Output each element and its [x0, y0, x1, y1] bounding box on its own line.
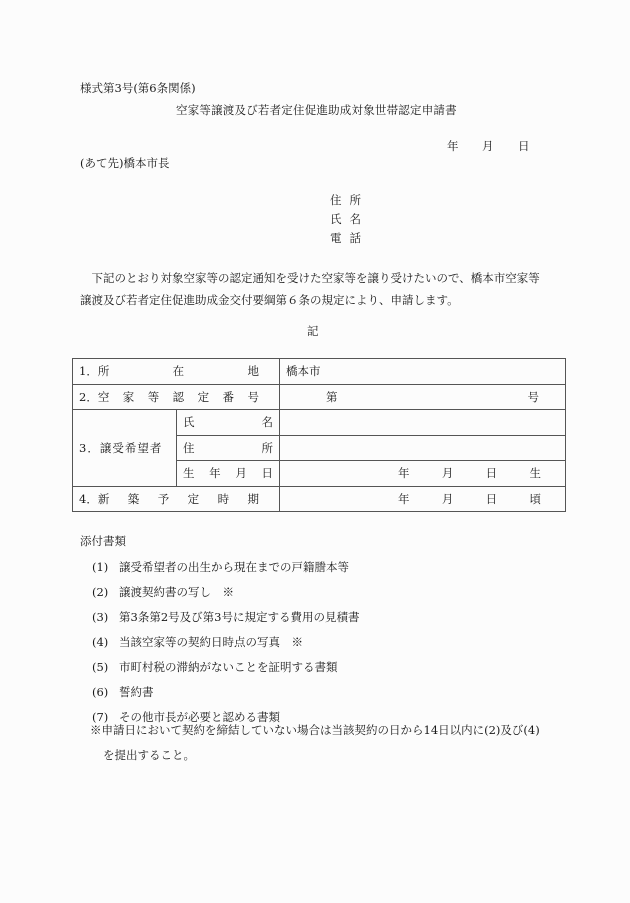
date-part: 頃 [529, 491, 541, 506]
item-number: (4) [92, 635, 109, 649]
item-number: (1) [92, 560, 109, 574]
table-row-construction-schedule [73, 486, 566, 512]
construction-schedule-label [73, 486, 280, 512]
item-text: 誓約書 [119, 685, 154, 699]
item-text: その他市長が必要と認める書類 [119, 710, 280, 724]
applicant-address-label: 住所 [330, 193, 369, 207]
transferee-birthdate-label [177, 461, 280, 487]
date-part: 生 [529, 466, 541, 481]
attachment-item [92, 609, 359, 625]
item-number: (2) [92, 585, 109, 599]
item-number: (7) [92, 710, 109, 724]
location-value-text: 橋本市 [286, 364, 321, 379]
date-part: 年 [398, 466, 410, 481]
label-part: 在 [172, 364, 185, 379]
item-number: (6) [92, 685, 109, 699]
table-row-transferee-name [73, 410, 566, 436]
date-part: 月 [441, 491, 454, 506]
applicant-phone-label: 電話 [330, 231, 369, 245]
label-part: 等 [147, 389, 160, 404]
label-part: 4．新 [79, 491, 110, 506]
label-part: 2．空 [79, 389, 110, 404]
label-part: 家 [122, 389, 135, 404]
certification-number-value[interactable] [280, 384, 566, 410]
item-number: (3) [92, 610, 109, 624]
label-part: 名 [261, 415, 274, 430]
label-part: 定 [187, 491, 200, 506]
transferee-label [73, 410, 177, 487]
label-part: 認 [172, 389, 185, 404]
label-part: 所 [261, 440, 274, 455]
location-label [73, 359, 280, 385]
item-text: 市町村税の滞納がないことを証明する書類 [119, 660, 338, 674]
addressee: (あて先)橋本市長 [80, 156, 170, 170]
item-number: (5) [92, 660, 109, 674]
transferee-address-value[interactable] [280, 435, 566, 461]
item-text: 譲渡契約書の写し ※ [119, 585, 234, 599]
table-row-location [73, 359, 566, 385]
label-part: 1．所 [79, 364, 110, 379]
label-part: 住 [183, 440, 195, 455]
certification-number-label [73, 384, 280, 410]
ki-heading: 記 [307, 324, 319, 338]
label-part: 番 [222, 389, 235, 404]
table-row-certification-number [73, 384, 566, 410]
label-part: 氏 [183, 415, 195, 430]
applicant-name-label: 氏名 [330, 212, 369, 226]
submission-note-line-1: ※申請日において契約を締結していない場合は当該契約の日から14日以内に(2)及び(4) [90, 723, 540, 737]
application-table [72, 358, 566, 512]
date-month: 月 [482, 139, 494, 153]
date-part: 月 [441, 466, 454, 481]
transferee-name-label [177, 410, 280, 436]
number-prefix: 第 [326, 389, 338, 404]
date-year: 年 [447, 139, 459, 153]
label-part: 築 [127, 491, 140, 506]
statement-line-2: 譲渡及び若者定住促進助成金交付要綱第６条の規定により、申請します。 [80, 293, 459, 307]
label-part: 時 [217, 491, 230, 506]
document-title: 空家等譲渡及び若者定住促進助成対象世帯認定申請書 [176, 103, 457, 117]
label-part: 地 [247, 364, 260, 379]
number-suffix: 号 [527, 389, 539, 404]
label-part: 定 [197, 389, 210, 404]
label-part: 号 [247, 389, 259, 404]
date-part: 年 [398, 491, 410, 506]
statement-line-1: 下記のとおり対象空家等の認定通知を受けた空家等を譲り受けたいので、橋本市空家等 [80, 271, 540, 285]
form-number: 様式第3号(第6条関係) [80, 81, 196, 95]
item-text: 第3条第2号及び第3号に規定する費用の見積書 [119, 610, 360, 624]
date-day: 日 [518, 139, 530, 153]
transferee-name-value[interactable] [280, 410, 566, 436]
label-part: 日 [261, 466, 274, 481]
location-value[interactable] [280, 359, 566, 385]
attachment-item [92, 634, 303, 650]
item-text: 譲受希望者の出生から現在までの戸籍謄本等 [119, 560, 349, 574]
submission-note-line-2: を提出すること。 [103, 748, 195, 762]
attachment-item [92, 584, 234, 600]
construction-schedule-value[interactable] [280, 486, 566, 512]
attachments-heading: 添付書類 [80, 534, 126, 548]
attachment-item [92, 659, 338, 675]
application-statement [80, 267, 550, 311]
item-text: 当該空家等の契約日時点の写真 ※ [119, 635, 303, 649]
transferee-address-label [177, 435, 280, 461]
label-part: 年 [209, 466, 221, 481]
label-part: 期 [247, 491, 260, 506]
transferee-label-text: 3．譲受希望者 [79, 440, 163, 455]
label-part: 予 [157, 491, 170, 506]
transferee-birthdate-value[interactable] [280, 461, 566, 487]
date-part: 日 [485, 466, 498, 481]
attachment-item [92, 559, 349, 575]
date-part: 日 [485, 491, 498, 506]
label-part: 生 [183, 466, 195, 481]
label-part: 月 [235, 466, 247, 481]
attachment-item [92, 684, 154, 700]
